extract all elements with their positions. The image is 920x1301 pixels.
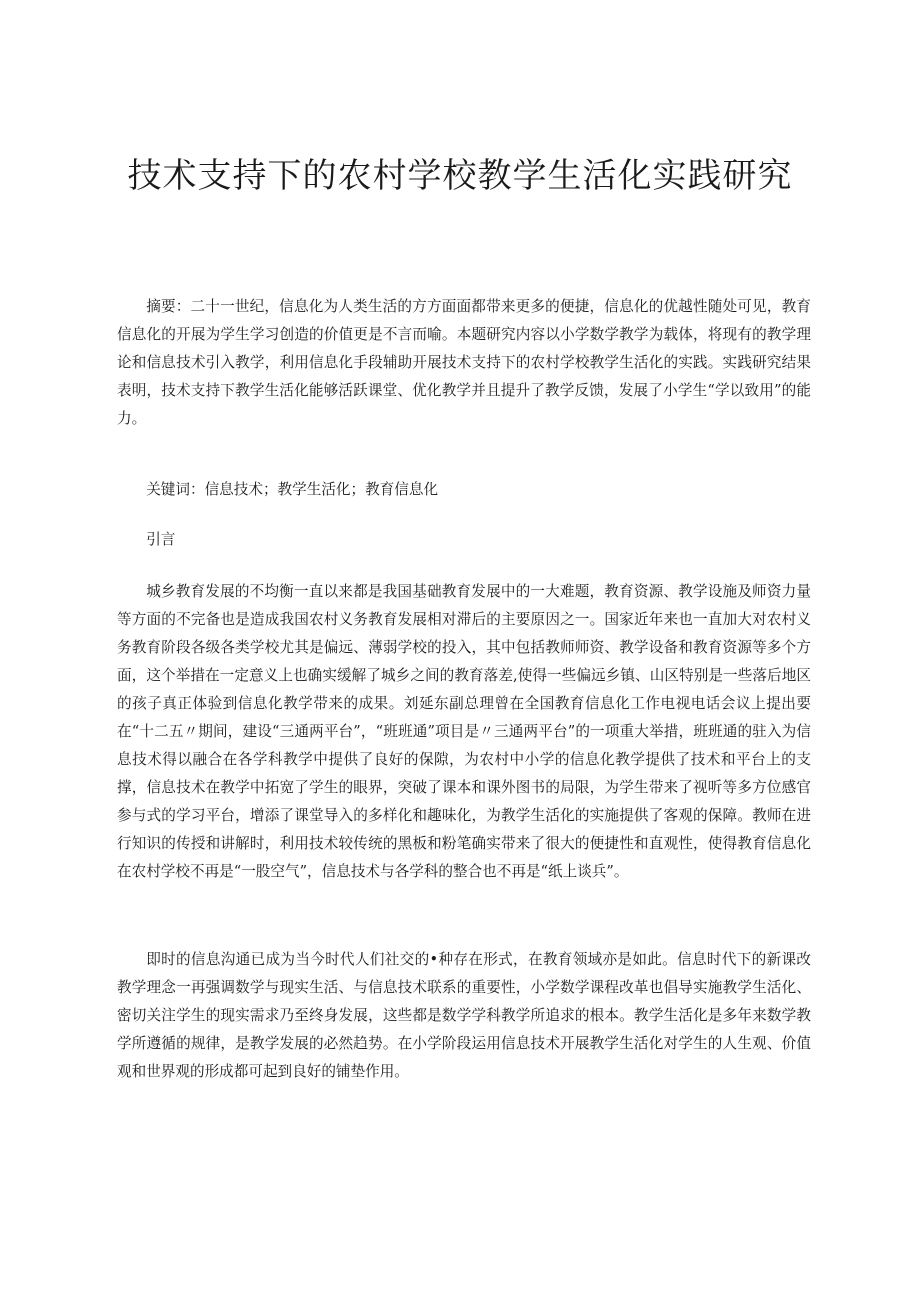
keywords-line: 关键词：信息技术；教学生活化；教育信息化: [146, 481, 439, 498]
introduction-heading: 引言: [146, 531, 176, 548]
document-title: 技术支持下的农村学校教学生活化实践研究: [127, 156, 793, 196]
body-paragraph-1: 城乡教育发展的不均衡一直以来都是我国基础教育发展中的一大难题，教育资源、教学设施及师资力量等方面的不完备也是造成我国农村义务教育发展相对滞后的主要原因之一。国家近年来也一直加大对农村义务教育阶段各级各类学校尤其是偏远、薄弱学校的投入，其中包括教师师资、教学设备和教育资源等多个方面，这个举措在一定意义上也确实缓解了城乡之间的教育落差,使得一些偏远乡镇、山区特别是一些落后地区的孩子真正体验到信息化教学带来的成果。刘延东副总理曾在全国教育信息化工作电视电话会议上提出要在“十二五〃期间，建设“三通两平台”，“班班通”项目是〃三通两平台”的一项重大举措，班班通的驻入为信息技术得以融合在各学科教学中提供了良好的保隙，为农村中小学的信息化教学提供了技术和平台上的支撑，信息技术在教学中拓宽了学生的眼界，突破了课本和课外图书的局限，为学生带来了视听等多方位感官参与式的学习平台，增添了课堂导入的多样化和趣味化，为教学生活化的实施提供了客观的保障。教师在进行知识的传授和讲解时，利用技术较传统的黑板和粉笔确实带来了很大的便捷性和直观性，使得教育信息化在农村学校不再是“一股空气”，信息技术与各学科的整合也不再是“纸上谈兵”。: [117, 583, 811, 880]
abstract-paragraph: 摘要：二十一世纪，信息化为人类生活的方方面面都带来更多的便捷，信息化的优越性随处可见，教育信息化的开展为学生学习创造的价值更是不言而喻。本题研究内容以小学数学教学为载体，将现有的教学理论和信息技术引入教学，利用信息化手段辅助开展技术支持下的农村学校教学生活化的实践。实践研究结果表明，技术支持下教学生活化能够活跃课堂、优化教学并且提升了教学反馈，发展了小学生“学以致用”的能力。: [117, 298, 811, 427]
body-paragraph-2: 即时的信息沟通已成为当今时代人们社交的•种存在形式，在教育领域亦是如此。信息时代下的新课改教学理念一再强调数学与现实生活、与信息技术联系的重要性，小学数学课程改革也倡导实施教学生活化、密切关注学生的现实需求乃至终身发展，这些都是数学学科教学所追求的根本。教学生活化是多年来数学教学所遵循的规律，是教学发展的必然趋势。在小学阶段运用信息技术开展教学生活化对学生的人生观、价值观和世界观的形成都可起到良好的铺垫作用。: [117, 951, 811, 1080]
